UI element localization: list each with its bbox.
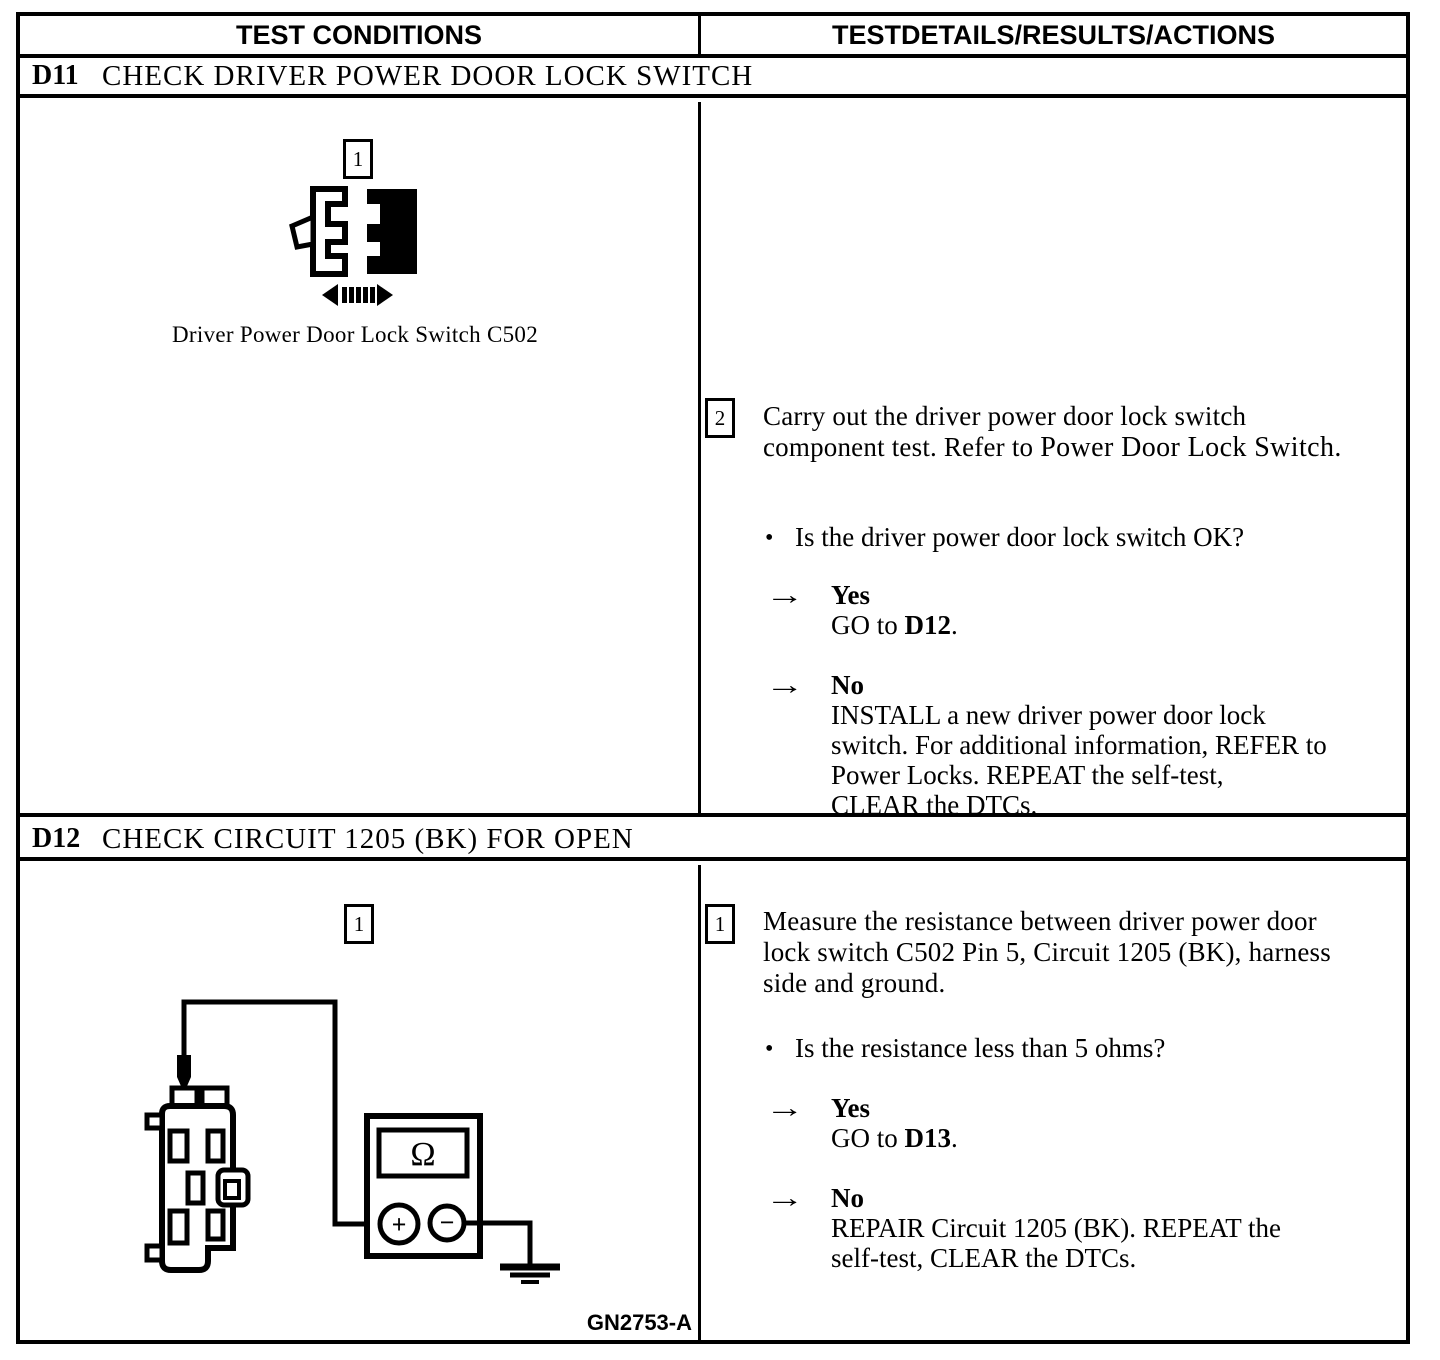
- question-text: Is the driver power door lock switch OK?: [795, 522, 1245, 552]
- column-header-test-details: [701, 16, 1406, 54]
- action-text: GO to: [831, 1123, 905, 1153]
- bullet-icon: •: [765, 1036, 774, 1062]
- disconnect-arrows-icon: [322, 284, 393, 306]
- section-title: CHECK CIRCUIT 1205 (BK) FOR OPEN: [102, 822, 634, 855]
- outcome-label: No: [831, 1183, 864, 1213]
- result-arrow-icon: →: [765, 1183, 805, 1214]
- outcome-label: Yes: [831, 580, 870, 610]
- bullet-icon: •: [765, 525, 774, 551]
- outcome-action: [831, 610, 958, 640]
- result-arrow-icon: →: [765, 670, 805, 701]
- action-target: D12: [904, 610, 951, 640]
- step-marker-box: [705, 398, 735, 438]
- table-frame: [16, 12, 1410, 1344]
- action-line: Power Locks. REPEAT the self-test,: [831, 760, 1224, 790]
- column-header-label: TESTDETAILS/RESULTS/ACTIONS: [831, 19, 1275, 50]
- ground-icon: [500, 1267, 560, 1282]
- question-text: Is the resistance less than 5 ohms?: [795, 1033, 1166, 1063]
- connector-socket-icon: [367, 189, 417, 274]
- section-body-d11: [20, 102, 1406, 820]
- action-line: REPAIR Circuit 1205 (BK). REPEAT the: [831, 1213, 1282, 1243]
- connector-plug-icon: [313, 189, 345, 274]
- column-header-label: TEST CONDITIONS: [235, 19, 482, 50]
- reference-link-text: Power Door Lock Switch.: [1040, 432, 1342, 463]
- action-text: .: [951, 610, 958, 640]
- question-row: [765, 1033, 1165, 1064]
- step-marker: 1: [353, 911, 365, 936]
- section-bar-d11: [20, 58, 1406, 98]
- section-title: CHECK DRIVER POWER DOOR LOCK SWITCH: [102, 59, 754, 92]
- action-line: INSTALL a new driver power door lock: [831, 700, 1266, 730]
- action-target: D13: [904, 1123, 951, 1153]
- step-line: lock switch C502 Pin 5, Circuit 1205 (BK), harness: [763, 937, 1331, 967]
- outcome-no-content: [831, 670, 1391, 820]
- minus-icon: −: [439, 1208, 455, 1237]
- d11-test-conditions-cell: [20, 102, 698, 813]
- outcome-action: [831, 1123, 958, 1153]
- d11-test-details-cell: [701, 102, 1406, 820]
- connector-latch-icon: [292, 217, 313, 247]
- action-line: self-test, CLEAR the DTCs.: [831, 1243, 1137, 1273]
- section-code: D11: [32, 60, 79, 91]
- ohmmeter-icon: [367, 1116, 480, 1256]
- ohm-symbol: Ω: [410, 1136, 436, 1173]
- action-text: .: [951, 1123, 958, 1153]
- step-marker-box: [705, 904, 735, 944]
- step-marker: 1: [714, 911, 726, 936]
- action-line: CLEAR the DTCs.: [831, 790, 1038, 820]
- figure-caption: Driver Power Door Lock Switch C502: [171, 322, 538, 347]
- step-instruction: [763, 401, 1413, 463]
- outcome-label: No: [831, 670, 864, 700]
- step-instruction: [763, 906, 1413, 999]
- step-line: side and ground.: [763, 968, 946, 998]
- resistance-test-figure: [20, 865, 698, 1340]
- connector-disconnect-figure: [20, 102, 698, 817]
- outcome-label: Yes: [831, 1093, 870, 1123]
- figure-code: GN2753-A: [586, 1310, 692, 1335]
- plus-icon: +: [391, 1210, 407, 1239]
- action-text: GO to: [831, 610, 905, 640]
- d12-test-conditions-cell: [20, 865, 698, 1340]
- table-header-row: [20, 16, 1406, 58]
- section-code: D12: [32, 823, 81, 854]
- step-line: component test. Refer to: [763, 432, 1041, 462]
- step-line: Measure the resistance between driver power door: [763, 906, 1317, 936]
- connector-side-view-icon: [147, 1088, 248, 1270]
- step-marker: 1: [352, 146, 364, 171]
- result-arrow-icon: →: [765, 580, 805, 611]
- outcome-yes-content: [831, 1093, 1391, 1153]
- step-line: Carry out the driver power door lock switch: [763, 401, 1247, 431]
- step-marker: 2: [714, 405, 726, 430]
- question-row: [765, 522, 1244, 553]
- result-arrow-icon: →: [765, 1093, 805, 1124]
- column-header-test-conditions: [20, 16, 701, 54]
- section-bar-d12: [20, 821, 1406, 861]
- section-body-d12: [20, 865, 1406, 1340]
- action-line: switch. For additional information, REFER to: [831, 730, 1327, 760]
- outcome-yes-content: [831, 580, 1391, 640]
- outcome-no-content: [831, 1183, 1391, 1273]
- d12-test-details-cell: [701, 865, 1406, 1340]
